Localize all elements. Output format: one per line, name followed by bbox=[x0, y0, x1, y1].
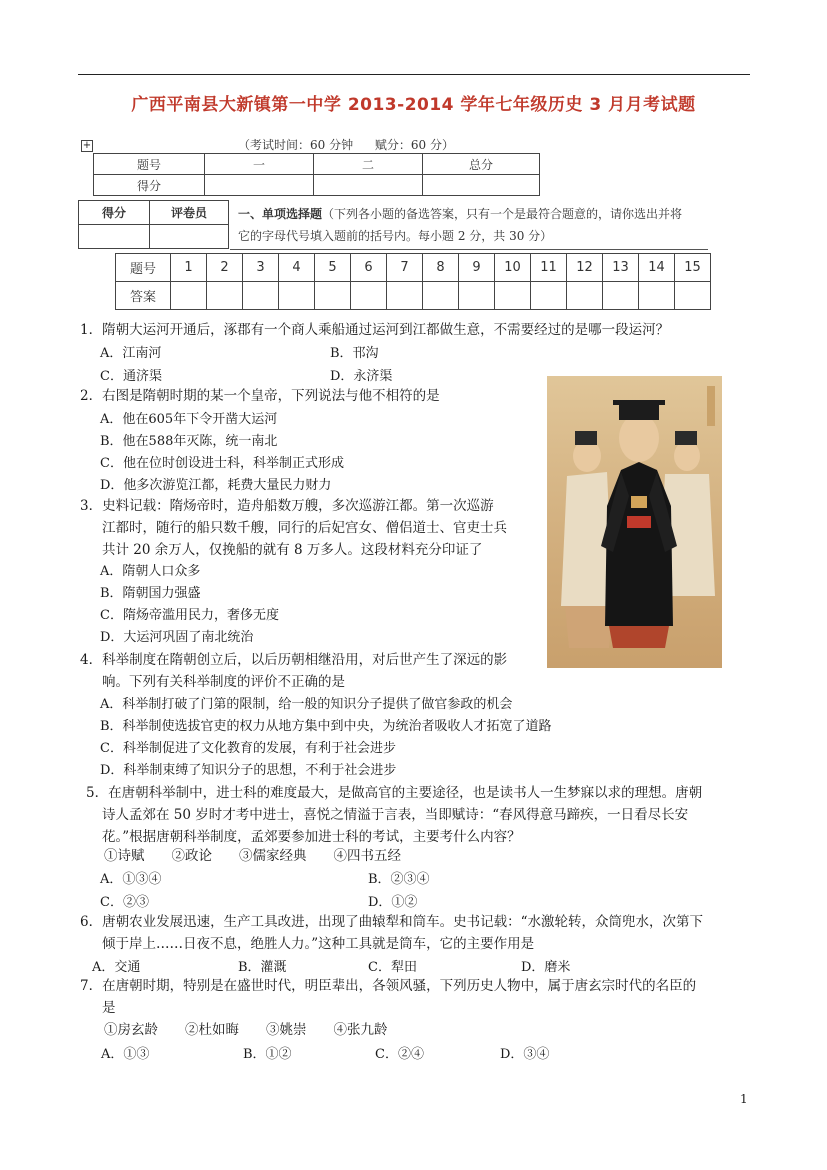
answer-input-cell[interactable] bbox=[639, 282, 675, 310]
answer-number-cell: 5 bbox=[315, 254, 351, 282]
exam-time: （考试时间：60 分钟 bbox=[238, 138, 354, 152]
exam-score: 赋分：60 分） bbox=[374, 138, 455, 152]
answer-row-label: 答案 bbox=[116, 282, 171, 310]
answer-option[interactable]: D．永济渠 bbox=[330, 369, 393, 384]
answer-option[interactable]: D．③④ bbox=[500, 1047, 550, 1062]
answer-number-cell: 2 bbox=[207, 254, 243, 282]
score-cell: 得分 bbox=[94, 175, 205, 196]
answer-number-cell: 11 bbox=[531, 254, 567, 282]
answer-row-label: 题号 bbox=[116, 254, 171, 282]
question-text: 2．右图是隋朝时期的某一个皇帝，下列说法与他不相符的是 bbox=[80, 388, 440, 404]
answer-option[interactable]: B．他在588年灭陈，统一南北 bbox=[100, 434, 278, 449]
answer-number-cell: 15 bbox=[675, 254, 711, 282]
section-desc-1: （下列各小题的备选答案，只有一个是最符合题意的，请你选出并将 bbox=[322, 207, 683, 221]
answer-input-cell[interactable] bbox=[207, 282, 243, 310]
answer-option[interactable]: C．他在位时创设进士科，科举制正式形成 bbox=[100, 456, 344, 471]
question-text: 3．史料记载：隋炀帝时，造舟船数万艘，多次巡游江都。第一次巡游 bbox=[80, 498, 494, 514]
answer-option[interactable]: D．大运河巩固了南北统治 bbox=[100, 630, 254, 645]
answer-number-cell: 10 bbox=[495, 254, 531, 282]
page-number: 1 bbox=[740, 1092, 748, 1106]
answer-option[interactable]: A．科举制打破了门第的限制，给一般的知识分子提供了做官参政的机会 bbox=[100, 697, 513, 712]
question-text: 7．在唐朝时期，特别是在盛世时代，明臣辈出，各领风骚，下列历史人物中，属于唐玄宗时代的名臣的 bbox=[80, 978, 697, 994]
answer-input-cell[interactable] bbox=[243, 282, 279, 310]
answer-option[interactable]: B．邗沟 bbox=[330, 346, 379, 361]
score-cell[interactable] bbox=[423, 175, 540, 196]
answer-option[interactable]: C．隋炀帝滥用民力，奢侈无度 bbox=[100, 608, 279, 623]
answer-option[interactable]: B．②③④ bbox=[368, 872, 430, 887]
answer-input-cell[interactable] bbox=[459, 282, 495, 310]
score-cell: 二 bbox=[314, 154, 423, 175]
score-table bbox=[93, 153, 540, 196]
answer-option[interactable]: A．交通 bbox=[92, 960, 141, 975]
question-text: 5．在唐朝科举制中，进士科的难度最大，是做高官的主要途径，也是读书人一生梦寐以求的理想。唐朝 bbox=[86, 785, 703, 801]
header-rule bbox=[78, 74, 750, 75]
answer-number-cell: 13 bbox=[603, 254, 639, 282]
answer-option[interactable]: A．他在605年下令开凿大运河 bbox=[100, 412, 278, 427]
answer-number-cell: 3 bbox=[243, 254, 279, 282]
answer-table bbox=[115, 253, 711, 310]
question-text: 4．科举制度在隋朝创立后，以后历朝相继沿用，对后世产生了深远的影 bbox=[80, 652, 508, 668]
answer-option[interactable]: B．灌溉 bbox=[238, 960, 287, 975]
answer-option[interactable]: D．磨米 bbox=[521, 960, 571, 975]
grader-table bbox=[78, 200, 229, 249]
answer-number-cell: 7 bbox=[387, 254, 423, 282]
question-text: 响。下列有关科举制度的评价不正确的是 bbox=[102, 674, 345, 690]
emperor-portrait bbox=[547, 376, 722, 668]
question-text: 是 bbox=[102, 1000, 116, 1016]
answer-input-cell[interactable] bbox=[351, 282, 387, 310]
answer-option[interactable]: C．通济渠 bbox=[100, 369, 162, 384]
answer-option[interactable]: D．他多次游览江都，耗费大量民力财力 bbox=[100, 478, 332, 493]
answer-input-cell[interactable] bbox=[315, 282, 351, 310]
answer-input-cell[interactable] bbox=[603, 282, 639, 310]
answer-number-cell: 8 bbox=[423, 254, 459, 282]
score-cell: 总分 bbox=[423, 154, 540, 175]
exam-info bbox=[238, 136, 472, 153]
answer-option[interactable]: B．科举制使选拔官吏的权力从地方集中到中央，为统治者吸收人才拓宽了道路 bbox=[100, 719, 552, 734]
score-cell: 题号 bbox=[94, 154, 205, 175]
section-desc-2: 它的字母代号填入题前的括号内。每小题 2 分，共 30 分） bbox=[238, 229, 553, 243]
answer-input-cell[interactable] bbox=[567, 282, 603, 310]
question-text: 诗人孟郊在 50 岁时才考中进士，喜悦之情溢于言表，当即赋诗：“春风得意马蹄疾，一日看尽长安 bbox=[102, 807, 689, 823]
answer-option[interactable]: B．隋朝国力强盛 bbox=[100, 586, 201, 601]
answer-option[interactable]: A．江南河 bbox=[100, 346, 162, 361]
page-title: 广西平南县大新镇第一中学 2013-2014 学年七年级历史 3 月月考试题 bbox=[131, 95, 696, 115]
question-text: 1．隋朝大运河开通后，涿郡有一个商人乘船通过运河到江都做生意，不需要经过的是哪一段运河？ bbox=[80, 322, 670, 338]
answer-option[interactable]: B．①② bbox=[243, 1047, 292, 1062]
answer-option[interactable]: A．①③④ bbox=[100, 872, 162, 887]
section-rule bbox=[230, 249, 708, 250]
answer-option[interactable]: A．隋朝人口众多 bbox=[100, 564, 201, 579]
answer-input-cell[interactable] bbox=[495, 282, 531, 310]
grader-cell[interactable] bbox=[150, 225, 229, 249]
answer-option[interactable]: D．科举制束缚了知识分子的思想，不利于社会进步 bbox=[100, 763, 397, 778]
answer-number-cell: 6 bbox=[351, 254, 387, 282]
question-text: 江都时，随行的船只数千艘，同行的后妃宫女、僧侣道士、官吏士兵 bbox=[102, 520, 507, 536]
answer-option[interactable]: A．①③ bbox=[101, 1047, 150, 1062]
grader-header: 得分 bbox=[79, 201, 150, 225]
question-text: 倾于岸上……日夜不息，绝胜人力。”这种工具就是筒车，它的主要作用是 bbox=[102, 936, 535, 952]
answer-number-cell: 4 bbox=[279, 254, 315, 282]
answer-option[interactable]: D．①② bbox=[368, 895, 418, 910]
question-text: 花。”根据唐朝科举制度，孟郊要参加进士科的考试，主要考什么内容？ bbox=[102, 829, 521, 845]
answer-input-cell[interactable] bbox=[279, 282, 315, 310]
answer-input-cell[interactable] bbox=[423, 282, 459, 310]
answer-input-cell[interactable] bbox=[387, 282, 423, 310]
question-items: ①房玄龄 ②杜如晦 ③姚崇 ④张九龄 bbox=[104, 1022, 388, 1038]
answer-input-cell[interactable] bbox=[171, 282, 207, 310]
answer-input-cell[interactable] bbox=[675, 282, 711, 310]
answer-number-cell: 14 bbox=[639, 254, 675, 282]
answer-number-cell: 9 bbox=[459, 254, 495, 282]
answer-number-cell: 1 bbox=[171, 254, 207, 282]
answer-option[interactable]: C．②④ bbox=[375, 1047, 424, 1062]
grader-header: 评卷员 bbox=[150, 201, 229, 225]
answer-input-cell[interactable] bbox=[531, 282, 567, 310]
table-move-handle-icon[interactable]: + bbox=[82, 140, 92, 151]
answer-option[interactable]: C．科举制促进了文化教育的发展，有利于社会进步 bbox=[100, 741, 396, 756]
score-cell[interactable] bbox=[205, 175, 314, 196]
answer-number-cell: 12 bbox=[567, 254, 603, 282]
question-text: 6．唐朝农业发展迅速，生产工具改进，出现了曲辕犁和筒车。史书记载：“水激轮转，众筒兜水，次第下 bbox=[80, 914, 703, 930]
section-heading bbox=[238, 203, 738, 247]
score-cell: 一 bbox=[205, 154, 314, 175]
answer-option[interactable]: C．犁田 bbox=[368, 960, 417, 975]
question-items: ①诗赋 ②政论 ③儒家经典 ④四书五经 bbox=[104, 848, 401, 864]
score-cell[interactable] bbox=[314, 175, 423, 196]
section-title: 一、单项选择题 bbox=[238, 207, 323, 221]
grader-cell[interactable] bbox=[79, 225, 150, 249]
answer-option[interactable]: C．②③ bbox=[100, 895, 149, 910]
question-text: 共计 20 余万人，仅挽船的就有 8 万多人。这段材料充分印证了 bbox=[102, 542, 483, 558]
